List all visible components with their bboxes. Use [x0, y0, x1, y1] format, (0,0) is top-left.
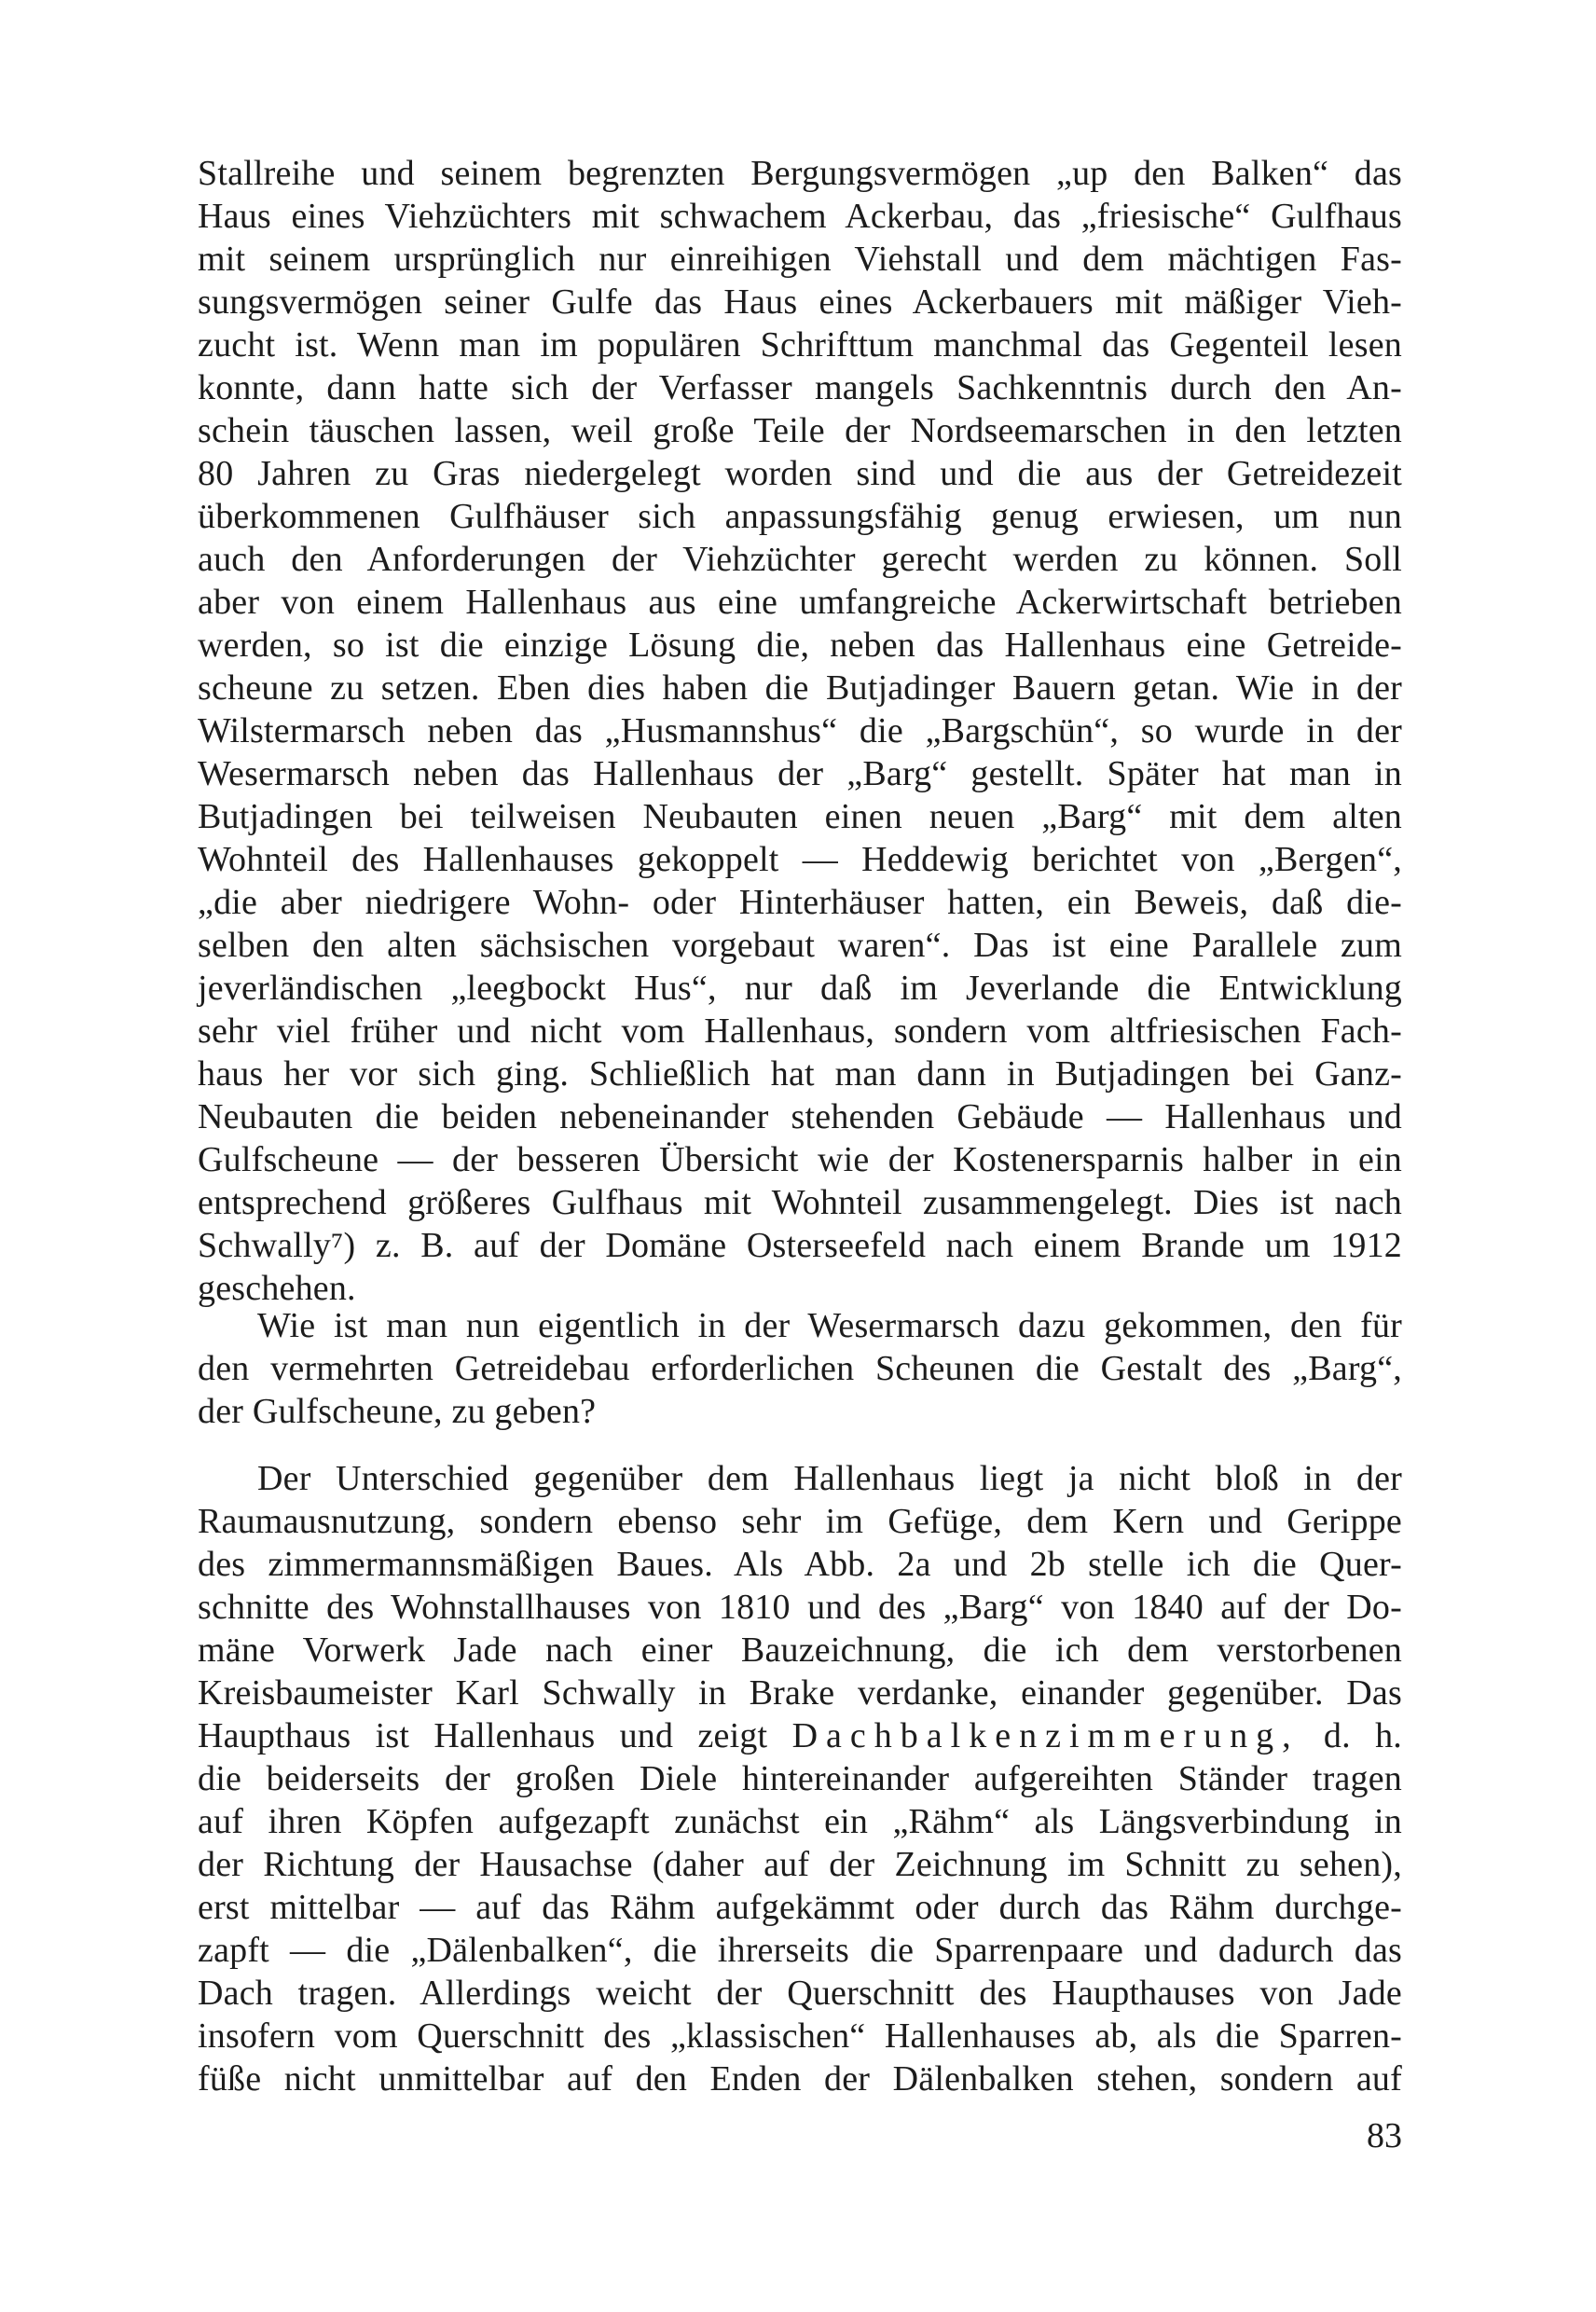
text-line: jeverländischen „leegbockt Hus“, nur daß im Jeverlande die Entwicklung	[198, 969, 1402, 1008]
spaced-term: Dachbalkenzimmerung,	[791, 1716, 1300, 1755]
paragraph-1	[198, 152, 1402, 1310]
text-segment: d. h.	[1323, 1716, 1402, 1755]
text-line: zapft — die „Dälenbalken“, die ihrerseits die Sparrenpaare und dadurch das	[198, 1931, 1402, 1970]
text-line-emphasis	[198, 1714, 1402, 1757]
text-line: erst mittelbar — auf das Rähm aufgekämmt oder durch das Rähm durchge-	[198, 1888, 1402, 1927]
text-line: der Gulfscheune, zu geben?	[198, 1392, 597, 1431]
text-line: werden, so ist die einzige Lösung die, neben das Hallenhaus eine Getreide-	[198, 626, 1402, 665]
text-line: Neubauten die beiden nebeneinander stehenden Gebäude — Hallenhaus und	[198, 1097, 1402, 1136]
text-line: Schwally⁷) z. B. auf der Domäne Osterseefeld nach einem Brande um 1912	[198, 1226, 1402, 1265]
text-line: insofern vom Querschnitt des „klassischen“ Hallenhauses ab, als die Sparren-	[198, 2016, 1402, 2056]
text-line: mäne Vorwerk Jade nach einer Bauzeichnung, die ich dem verstorbenen	[198, 1631, 1402, 1670]
text-line: Der Unterschied gegenüber dem Hallenhaus liegt ja nicht bloß in der	[257, 1459, 1402, 1498]
text-line: Wie ist man nun eigentlich in der Wesermarsch dazu gekommen, den für	[257, 1306, 1402, 1345]
text-line: Raumausnutzung, sondern ebenso sehr im Gefüge, dem Kern und Gerippe	[198, 1502, 1402, 1541]
text-line: entsprechend größeres Gulfhaus mit Wohnteil zusammengelegt. Dies ist nach	[198, 1183, 1402, 1222]
text-line: Wesermarsch neben das Hallenhaus der „Barg“ gestellt. Später hat man in	[198, 754, 1402, 793]
text-line: konnte, dann hatte sich der Verfasser mangels Sachkenntnis durch den An-	[198, 368, 1402, 407]
text-line: „die aber niedrigere Wohn- oder Hinterhäuser hatten, ein Beweis, daß die-	[198, 883, 1402, 922]
text-line: sehr viel früher und nicht vom Hallenhaus, sondern vom altfriesischen Fach-	[198, 1012, 1402, 1051]
text-line: sungsvermögen seiner Gulfe das Haus eines Ackerbauers mit mäßiger Vieh-	[198, 282, 1402, 322]
page-number: 83	[1367, 2116, 1402, 2155]
text-segment: Haupthaus ist Hallenhaus und zeigt	[198, 1716, 768, 1755]
text-line: schnitte des Wohnstallhauses von 1810 und des „Barg“ von 1840 auf der Do-	[198, 1588, 1402, 1627]
paragraph-2	[198, 1304, 1402, 1433]
text-line: der Richtung der Hausachse (daher auf der Zeichnung im Schnitt zu sehen),	[198, 1845, 1402, 1884]
text-line: überkommenen Gulfhäuser sich anpassungsfähig genug erwiesen, um nun	[198, 497, 1402, 536]
text-line: die beiderseits der großen Diele hintereinander aufgereihten Ständer tragen	[198, 1759, 1402, 1798]
text-line: haus her vor sich ging. Schließlich hat man dann in Butjadingen bei Ganz-	[198, 1054, 1402, 1094]
text-line: Butjadingen bei teilweisen Neubauten einen neuen „Barg“ mit dem alten	[198, 797, 1402, 836]
text-line: den vermehrten Getreidebau erforderlichen Scheunen die Gestalt des „Barg“,	[198, 1349, 1402, 1388]
text-line: aber von einem Hallenhaus aus eine umfangreiche Ackerwirtschaft betrieben	[198, 583, 1402, 622]
text-line: auf ihren Köpfen aufgezapft zunächst ein „Rähm“ als Längsverbindung in	[198, 1802, 1402, 1841]
text-line: Stallreihe und seinem begrenzten Bergungsvermögen „up den Balken“ das	[198, 154, 1402, 193]
text-line: füße nicht unmittelbar auf den Enden der Dälenbalken stehen, sondern auf	[198, 2059, 1402, 2099]
text-line: Kreisbaumeister Karl Schwally in Brake verdanke, einander gegenüber. Das	[198, 1673, 1402, 1713]
text-line: selben den alten sächsischen vorgebaut waren“. Das ist eine Parallele zum	[198, 926, 1402, 965]
paragraph-3	[198, 1457, 1402, 2100]
text-line: Wohnteil des Hallenhauses gekoppelt — Heddewig berichtet von „Bergen“,	[198, 840, 1402, 879]
text-line: Haus eines Viehzüchters mit schwachem Ackerbau, das „friesische“ Gulfhaus	[198, 197, 1402, 236]
text-line: schein täuschen lassen, weil große Teile der Nordseemarschen in den letzten	[198, 411, 1402, 450]
text-line: 80 Jahren zu Gras niedergelegt worden sind und die aus der Getreidezeit	[198, 454, 1402, 493]
text-line: Dach tragen. Allerdings weicht der Querschnitt des Haupthauses von Jade	[198, 1974, 1402, 2013]
text-line: scheune zu setzen. Eben dies haben die Butjadinger Bauern getan. Wie in der	[198, 668, 1402, 708]
text-line: Wilstermarsch neben das „Husmannshus“ die „Bargschün“, so wurde in der	[198, 711, 1402, 750]
text-line: geschehen.	[198, 1269, 356, 1308]
text-line: mit seinem ursprünglich nur einreihigen Viehstall und dem mächtigen Fas-	[198, 240, 1402, 279]
text-line: Gulfscheune — der besseren Übersicht wie der Kostenersparnis halber in ein	[198, 1140, 1402, 1179]
text-line: auch den Anforderungen der Viehzüchter gerecht werden zu können. Soll	[198, 540, 1402, 579]
text-line: des zimmermannsmäßigen Baues. Als Abb. 2a und 2b stelle ich die Quer-	[198, 1545, 1402, 1584]
text-line: zucht ist. Wenn man im populären Schrifttum manchmal das Gegenteil lesen	[198, 325, 1402, 365]
